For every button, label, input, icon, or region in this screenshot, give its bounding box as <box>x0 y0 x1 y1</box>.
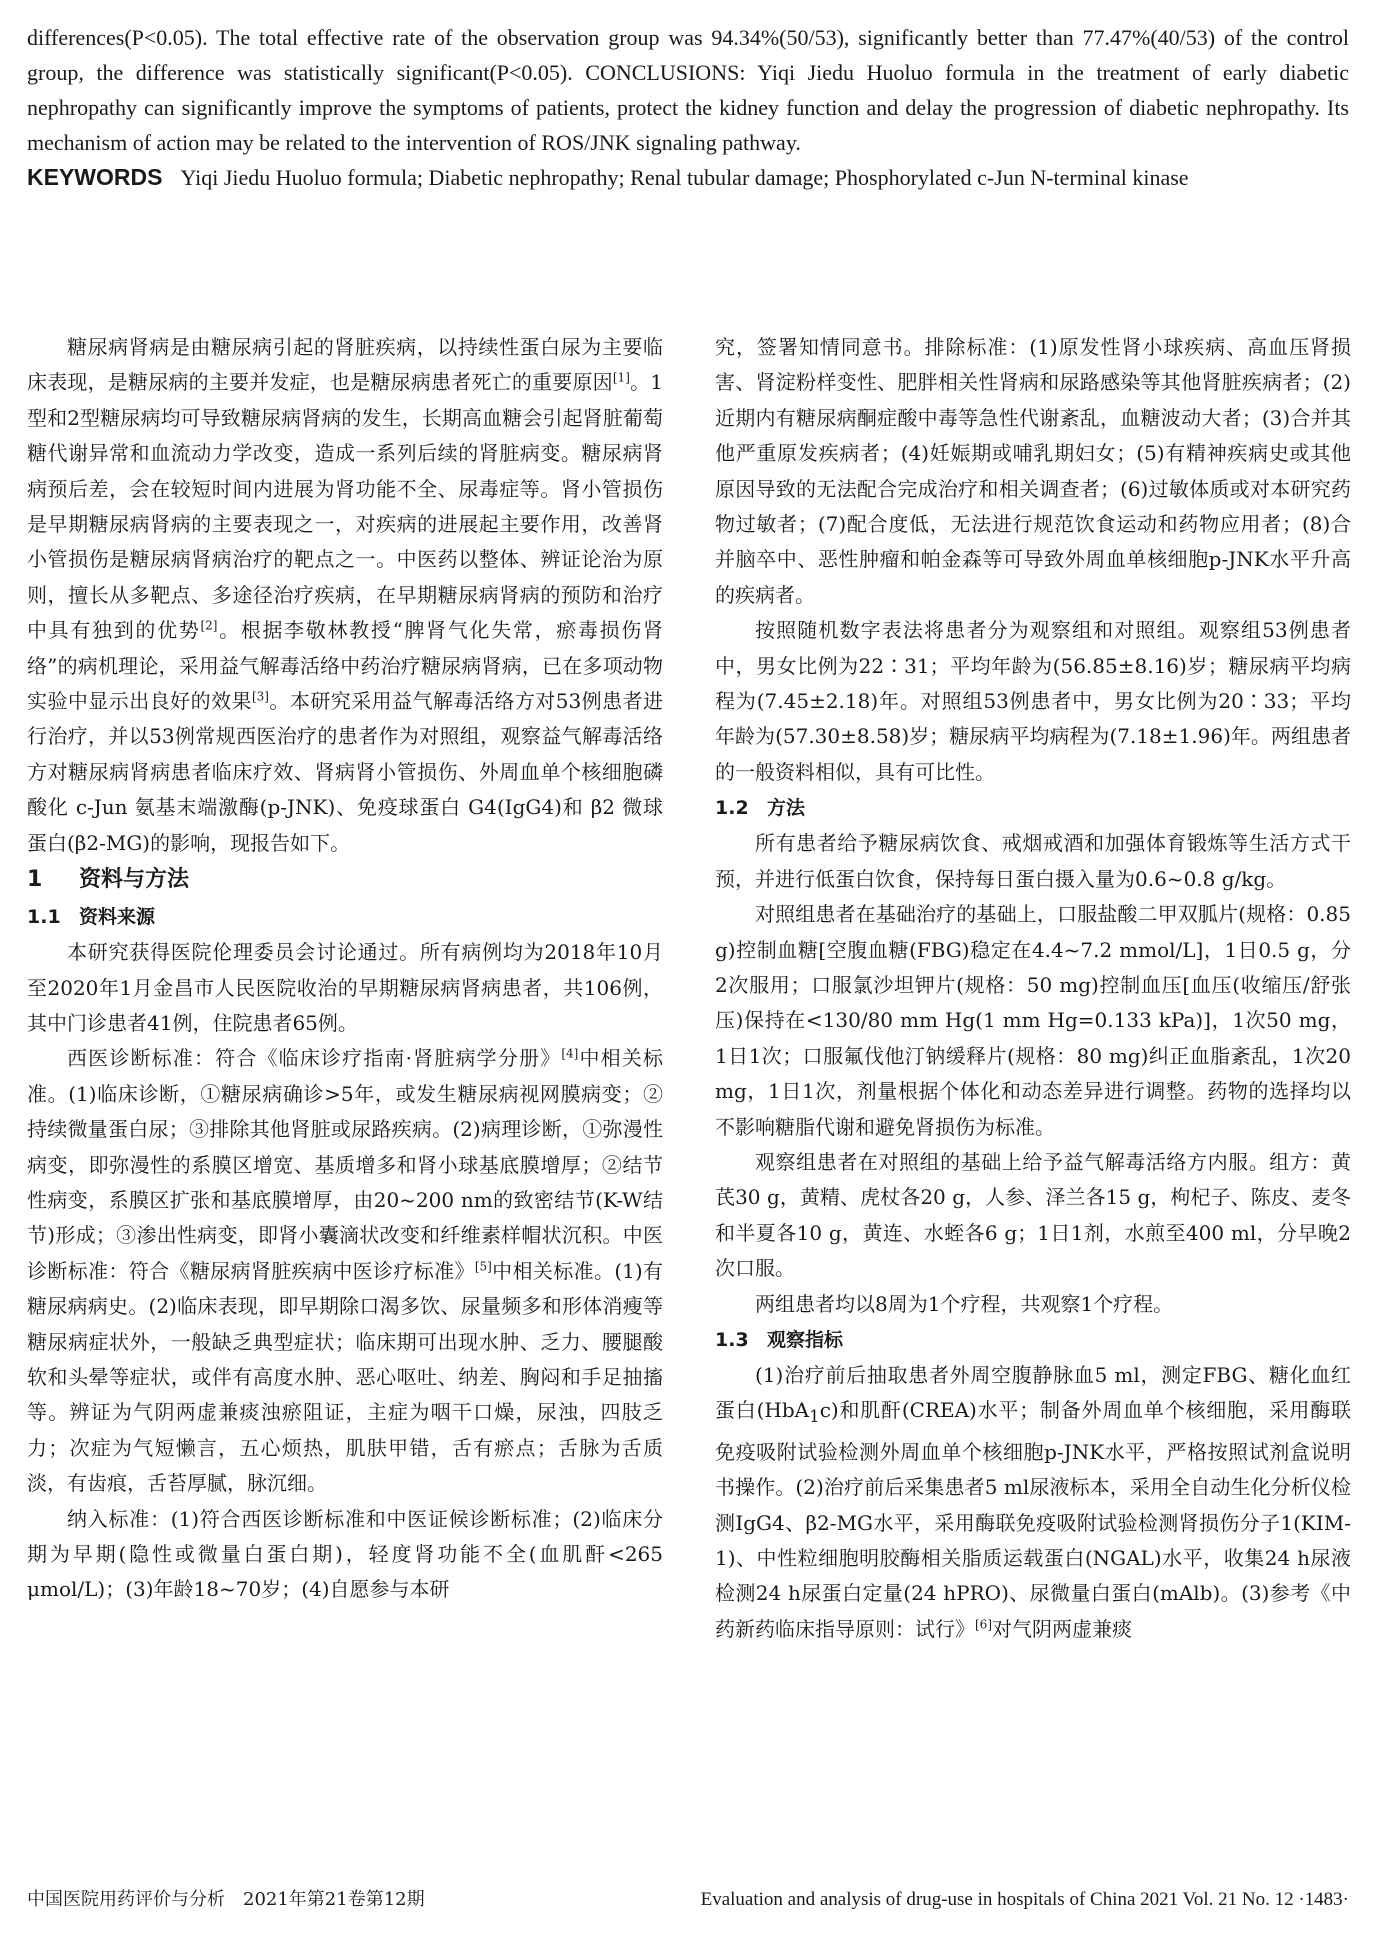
page-footer <box>27 1885 1349 1915</box>
citation-ref: [6] <box>975 1617 992 1632</box>
inclusion-paragraph: 纳入标准：(1)符合西医诊断标准和中医证候诊断标准；(2)临床分期为早期(隐性或微量白蛋白期)，轻度肾功能不全(血肌酐<265 μmol/L)；(3)年龄18~70岁；(4)自愿参与本研 <box>27 1506 663 1602</box>
exclusion-paragraph: 究，签署知情同意书。排除标准：(1)原发性肾小球疾病、高血压肾损害、肾淀粉样变性、肥胖相关性肾病和尿路感染等其他肾脏疾病者；(2)近期内有糖尿病酮症酸中毒等急性代谢紊乱，血糖波动大者；(3)合并其他严重原发疾病者；(4)妊娠期或哺乳期妇女；(5)有精神疾病史或其他原因导致的无法配合完成治疗和相关调查者；(6)过敏体质或对本研究药物过敏者；(7)配合度低，无法进行规范饮食运动和药物应用者；(8)合并脑卒中、恶性肿瘤和帕金森等可导致外周血单核细胞p-JNK水平升高的疾病者。 <box>715 335 1351 607</box>
keywords-line <box>27 160 1349 195</box>
keywords-text: Yiqi Jiedu Huoluo formula; Diabetic nephropathy; Renal tubular damage; Phosphorylated c-Jun N-terminal kinase <box>180 165 1189 190</box>
section-heading-1-2: 1.2 方法 <box>715 797 806 820</box>
section-heading-1: 1 资料与方法 <box>27 867 190 893</box>
citation-ref: [3] <box>251 689 269 704</box>
control-group-paragraph: 对照组患者在基础治疗的基础上，口服盐酸二甲双胍片(规格：0.85 g)控制血糖[空腹血糖(FBG)稳定在4.4~7.2 mmol/L]，1日0.5 g，分2次服用；口服氯沙坦钾片(规格：50 mg)控制血压[血压(收缩压/舒张压)保持在<130/80 mm Hg(1 mm Hg=0.133 kPa)]，1次50 mg，1日1次；口服氟伐他汀钠缓释片(规格：80 mg)纠正血脂紊乱，1次20 mg，1日1次，剂量根据个体化和动态差异进行调整。药物的选择均以不影响糖脂代谢和避免肾损伤为标准。 <box>715 902 1351 1139</box>
section-heading-1-1: 1.1 资料来源 <box>27 906 156 929</box>
right-column <box>715 330 1351 1647</box>
citation-ref: [4] <box>561 1046 579 1061</box>
keywords-label: KEYWORDS <box>27 164 163 190</box>
indicators-paragraph: (1)治疗前后抽取患者外周空腹静脉血5 ml，测定FBG、糖化血红蛋白(HbA$_1$c)和肌酐(CREA)水平；制备外周血单个核细胞，采用酶联免疫吸附试验检测外周血单个核细胞p-JNK水平，严格按照试剂盒说明书操作。(2)治疗前后采集患者5 ml尿液标本，采用全自动生化分析仪检测IgG4、β2-MG水平，采用酶联免疫吸附试验检测肾损伤分子1(KIM-1)、中性粒细胞明胶酶相关脂质运载蛋白(NGAL)水平，收集24 h尿液检测24 h尿蛋白定量(24 hPRO)、尿微量白蛋白(mAlb)。(3)参考《中药新药临床指导原则：试行》[6]对气阴两虚兼痰 <box>715 1362 1352 1641</box>
observation-group-paragraph: 观察组患者在对照组的基础上给予益气解毒活络方内服。组方：黄芪30 g，黄精、虎杖各20 g，人参、泽兰各15 g，枸杞子、陈皮、麦冬和半夏各10 g，黄连、水蛭各6 g；1日1剂，水煎至400 ml，分早晚2次口服。 <box>715 1149 1351 1281</box>
course-paragraph: 两组患者均以8周为1个疗程，共观察1个疗程。 <box>755 1291 1174 1316</box>
abstract-text: differences(P<0.05). The total effective rate of the observation group was 94.34%(50/53), significantly better than 77.47%(40/53) of the control group, the difference was statistically significant(P<0.05). CONCLUSIONS: Yiqi Jiedu Huoluo formula in the treatment of early diabetic nephropathy can significantly improve the symptoms of patients, protect the kidney function and delay the progression of diabetic nephropathy. Its mechanism of action may be related to the intervention of ROS/JNK signaling pathway. <box>27 25 1349 155</box>
source-paragraph: 本研究获得医院伦理委员会讨论通过。所有病例均为2018年10月至2020年1月金昌市人民医院收治的早期糖尿病肾病患者，共106例，其中门诊患者41例，住院患者65例。 <box>27 940 663 1035</box>
footer-journal-cn: 中国医院用药评价与分析 2021年第21卷第12期 <box>27 1889 425 1910</box>
citation-ref: [1] <box>612 370 630 385</box>
citation-ref: [2] <box>200 618 218 633</box>
subscript: 1 <box>809 1407 820 1427</box>
left-column <box>27 330 663 1608</box>
grouping-paragraph: 按照随机数字表法将患者分为观察组和对照组。观察组53例患者中，男女比例为22∶31；平均年龄为(56.85±8.16)岁；糖尿病平均病程为(7.45±2.18)年。对照组53例患者中，男女比例为20∶33；平均年龄为(57.30±8.58)岁；糖尿病平均病程为(7.18±1.96)年。两组患者的一般资料相似，具有可比性。 <box>715 618 1351 784</box>
footer-journal-en: Evaluation and analysis of drug-use in hospitals of China 2021 Vol. 21 No. 12 ·1483· <box>700 1889 1349 1910</box>
intro-paragraph: 糖尿病肾病是由糖尿病引起的肾脏疾病，以持续性蛋白尿为主要临床表现，是糖尿病的主要并发症，也是糖尿病患者死亡的重要原因[1]。1型和2型糖尿病均可导致糖尿病肾病的发生，长期高血糖会引起肾脏葡萄糖代谢异常和血流动力学改变，造成一系列后续的肾脏病变。糖尿病肾病预后差，会在较短时间内进展为肾功能不全、尿毒症等。肾小管损伤是早期糖尿病肾病的主要表现之一，对疾病的进展起主要作用，改善肾小管损伤是糖尿病肾病治疗的靶点之一。中医药以整体、辨证论治为原则，擅长从多靶点、多途径治疗疾病，在早期糖尿病肾病的预防和治疗中具有独到的优势[2]。根据李敬林教授“脾肾气化失常，瘀毒损伤肾络”的病机理论，采用益气解毒活络中药治疗糖尿病肾病，已在多项动物实验中显示出良好的效果[3]。本研究采用益气解毒活络方对53例患者进行治疗，并以53例常规西医治疗的患者作为对照组，观察益气解毒活络方对糖尿病肾病患者临床疗效、肾病肾小管损伤、外周血单个核细胞磷酸化 c-Jun 氨基末端激酶(p-JNK)、免疫球蛋白 G4(IgG4)和 β2 微球蛋白(β2-MG)的影响，现报告如下。 <box>27 335 664 855</box>
citation-ref: [5] <box>474 1259 492 1274</box>
section-heading-1-3: 1.3 观察指标 <box>715 1328 844 1351</box>
diagnosis-paragraph: 西医诊断标准：符合《临床诊疗指南·肾脏病学分册》[4]中相关标准。(1)临床诊断，①糖尿病确诊>5年，或发生糖尿病视网膜病变；②持续微量蛋白尿；③排除其他肾脏或尿路疾病。(2)病理诊断，①弥漫性病变，即弥漫性的系膜区增宽、基质增多和肾小球基底膜增厚；②结节性病变，系膜区扩张和基底膜增厚，由20~200 nm的致密结节(K-W结节)形成；③渗出性病变，即肾小囊滴状改变和纤维素样帽状沉积。中医诊断标准：符合《糖尿病肾脏疾病中医诊疗标准》[5]中相关标准。(1)有糖尿病病史。(2)临床表现，即早期除口渴多饮、尿量频多和形体消瘦等糖尿病症状外，一般缺乏典型症状；临床期可出现水肿、乏力、腰腿酸软和头晕等症状，或伴有高度水肿、恶心呕吐、纳差、胸闷和手足抽搐等。辨证为气阴两虚兼痰浊瘀阻证，主症为咽干口燥，尿浊，四肢乏力；次症为气短懒言，五心烦热，肌肤甲错，舌有瘀点；舌脉为舌质淡，有齿痕，舌苔厚腻，脉沉细。 <box>27 1046 664 1496</box>
methods-paragraph: 所有患者给予糖尿病饮食、戒烟戒酒和加强体育锻炼等生活方式干预，并进行低蛋白饮食，保持每日蛋白摄入量为0.6~0.8 g/kg。 <box>715 831 1351 891</box>
english-abstract <box>27 20 1349 195</box>
